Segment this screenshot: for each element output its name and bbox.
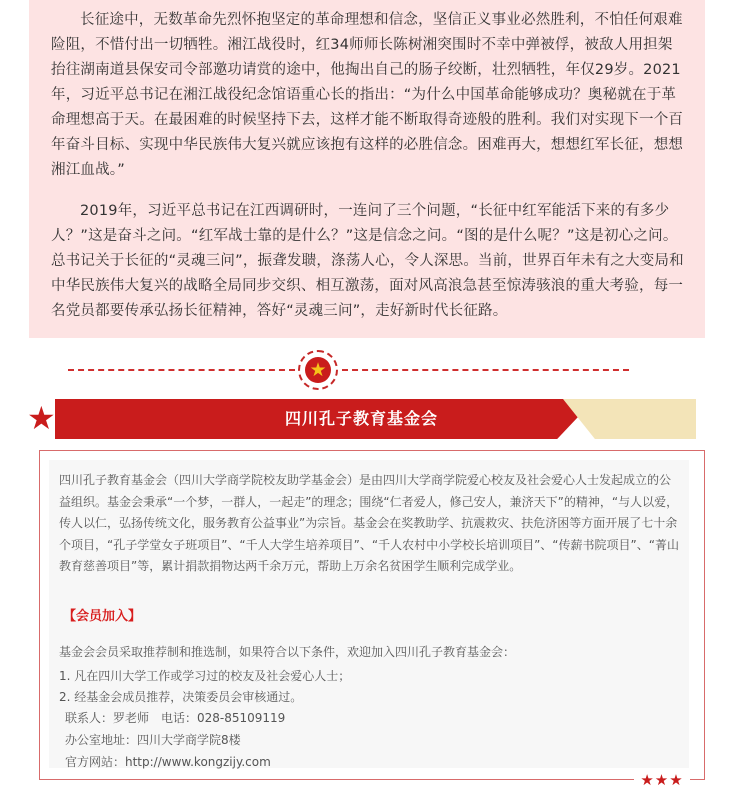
emblem-circle (305, 357, 331, 383)
official-website-link[interactable]: 官方网站：http://www.kongzijy.com (65, 755, 271, 769)
divider-left (68, 369, 295, 371)
member-condition-1: 1. 凡在四川大学工作或学习过的校友及社会爱心人士； (59, 669, 351, 683)
article-paragraph-2: 2019年，习近平总书记在江西调研时，一连问了三个问题，“长征中红军能活下来的有多少人？”这是奋斗之问。“红军战士靠的是什么？”这是信念之问。“图的是什么呢？”这是初心之问。总书记关于长征的“灵魂三问”，振聋发聩，涤荡人心，令人深思。当前，世界百年未有之大变局和中华民族伟大复兴的战略全局同步交织、相互激荡，面对风高浪急甚至惊涛骇浪的重大考验，每一名党员都要传承弘扬长征精神，答好“灵魂三问”，走好新时代长征路。 (51, 203, 684, 319)
divider-right (342, 369, 629, 371)
member-join-heading: 【会员加入】 (63, 609, 142, 624)
emblem (298, 350, 338, 390)
star-icon: ★ (309, 359, 327, 381)
contact-info: 联系人：罗老师 电话：028-85109119 (65, 711, 286, 725)
member-condition-2: 2. 经基金会成员推荐，决策委员会审核通过。 (59, 690, 303, 704)
footer-stars-icon: ★★★ (634, 770, 690, 790)
member-intro: 基金会会员采取推荐制和推选制，如果符合以下条件，欢迎加入四川孔子教育基金会： (59, 645, 516, 659)
foundation-info-box (39, 450, 705, 780)
foundation-intro: 四川孔子教育基金会（四川大学商学院校友助学基金会）是由四川大学商学院爱心校友及社会爱心人士发起成立的公益组织。基金会秉承“一个梦，一群人，一起走”的理念；围绕“仁者爱人，修己安人，兼济天下”的精神，“与人以爱，传人以仁，弘扬传统文化，服务教育公益事业”为宗旨。基金会在奖教助学、抗震救灾、扶危济困等方面开展了七十余个项目，“孔子学堂女子班项目”、“千人大学生培养项目”、“千人农村中小学校长培训项目”、“传薪书院项目”、“菁山教育慈善项目”等，累计捐款捐物达两千余万元，帮助上万余名贫困学生顺利完成学业。 (59, 473, 679, 573)
banner-cream-bar (563, 399, 696, 439)
section-title: 四川孔子教育基金会 (285, 409, 439, 428)
info-panel (49, 460, 689, 768)
office-address: 办公室地址：四川大学商学院8楼 (65, 733, 241, 747)
article-paragraph-1: 长征途中，无数革命先烈怀抱坚定的革命理想和信念，坚信正义事业必然胜利，不怕任何艰难险阻，不惜付出一切牺牲。湘江战役时，红34师师长陈树湘突围时不幸中弹被俘，被敌人用担架抬往湖南道县保安司令部邀功请赏的途中，他掏出自己的肠子绞断，壮烈牺牲，年仅29岁。2021年，习近平总书记在湘江战役纪念馆语重心长的指出：“为什么中国革命能够成功？奥秘就在于革命理想高于天。在最困难的时候坚持下去，这样才能不断取得奇迹般的胜利。我们对实现下一个百年奋斗目标、实现中华民族伟大复兴就应该抱有这样的必胜信念。困难再大，想想红军长征，想想湘江血战。” (51, 12, 684, 178)
banner-star-icon: ★ (27, 399, 56, 437)
article-block (29, 0, 705, 338)
